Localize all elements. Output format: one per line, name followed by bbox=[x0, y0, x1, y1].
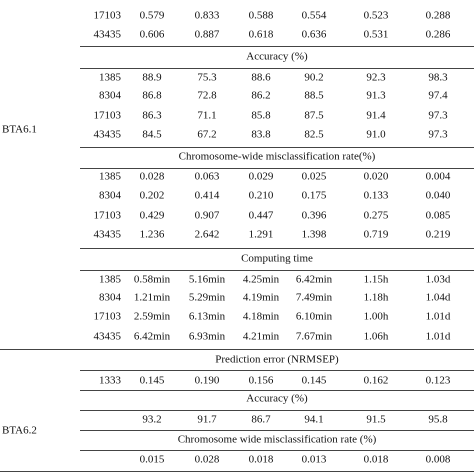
table-cell: 82.5 bbox=[304, 128, 324, 141]
table-cell: 0.606 bbox=[139, 28, 165, 41]
table-rule bbox=[0, 349, 474, 350]
row-sample-size: 43435 bbox=[93, 128, 121, 141]
table-cell: 1.18h bbox=[363, 291, 389, 304]
table-cell: 6.93min bbox=[188, 330, 226, 343]
table-cell: 1.01d bbox=[425, 310, 451, 323]
table-cell: 0.429 bbox=[139, 209, 165, 222]
table-cell: 0.618 bbox=[248, 28, 274, 41]
table-rule bbox=[0, 471, 474, 472]
table-cell: 85.8 bbox=[251, 109, 271, 122]
table-cell: 86.8 bbox=[142, 89, 162, 102]
table-cell: 0.288 bbox=[425, 9, 451, 22]
table-cell: 4.18min bbox=[242, 310, 280, 323]
table-rule bbox=[80, 430, 474, 431]
row-sample-size: 8304 bbox=[99, 291, 121, 304]
section-title: Chromosome-wide misclassification rate(%) bbox=[178, 150, 376, 163]
table-cell: 4.21min bbox=[242, 330, 280, 343]
table-cell: 0.636 bbox=[301, 28, 327, 41]
table-cell: 0.004 bbox=[425, 170, 451, 183]
table-cell: 1.291 bbox=[248, 228, 274, 241]
table-cell: 6.10min bbox=[295, 310, 333, 323]
table-cell: 0.133 bbox=[363, 189, 389, 202]
table-cell: 71.1 bbox=[197, 109, 217, 122]
row-sample-size: 17103 bbox=[93, 209, 121, 222]
table-cell: 0.028 bbox=[194, 453, 220, 466]
table-cell: 86.3 bbox=[142, 109, 162, 122]
table-cell: 2.642 bbox=[194, 228, 220, 241]
table-rule bbox=[80, 248, 474, 249]
section-title: Accuracy (%) bbox=[246, 392, 308, 405]
row-sample-size: 1385 bbox=[99, 273, 121, 286]
table-rule bbox=[80, 370, 474, 371]
section-title: Accuracy (%) bbox=[246, 50, 308, 63]
table-cell: 0.085 bbox=[425, 209, 451, 222]
table-cell: 0.588 bbox=[248, 9, 274, 22]
table-cell: 0.123 bbox=[425, 374, 451, 387]
table-cell: 7.49min bbox=[295, 291, 333, 304]
table-rule bbox=[80, 68, 474, 69]
table-cell: 6.13min bbox=[188, 310, 226, 323]
table-cell: 95.8 bbox=[428, 413, 448, 426]
table-cell: 0.531 bbox=[363, 28, 389, 41]
table-rule bbox=[80, 147, 474, 148]
table-cell: 0.018 bbox=[248, 453, 274, 466]
table-cell: 86.2 bbox=[251, 89, 271, 102]
table-rule bbox=[80, 270, 474, 271]
table-cell: 0.523 bbox=[363, 9, 389, 22]
table-cell: 0.887 bbox=[194, 28, 220, 41]
table-cell: 90.2 bbox=[304, 71, 324, 84]
row-sample-size: 43435 bbox=[93, 28, 121, 41]
table-cell: 0.018 bbox=[363, 453, 389, 466]
table-rule bbox=[80, 390, 474, 391]
table-cell: 92.3 bbox=[366, 71, 386, 84]
table-cell: 6.42min bbox=[133, 330, 171, 343]
table-rule bbox=[80, 46, 474, 47]
table-cell: 0.175 bbox=[301, 189, 327, 202]
table-cell: 97.4 bbox=[428, 89, 448, 102]
block-label-bta62: BTA6.2 bbox=[2, 424, 37, 437]
table-cell: 5.29min bbox=[188, 291, 226, 304]
table-cell: 0.020 bbox=[363, 170, 389, 183]
table-cell: 72.8 bbox=[197, 89, 217, 102]
row-sample-size: 1333 bbox=[99, 374, 121, 387]
section-title: Computing time bbox=[241, 252, 313, 265]
table-cell: 0.286 bbox=[425, 28, 451, 41]
table-cell: 0.013 bbox=[301, 453, 327, 466]
table-cell: 1.398 bbox=[301, 228, 327, 241]
table-cell: 0.040 bbox=[425, 189, 451, 202]
table-cell: 0.145 bbox=[139, 374, 165, 387]
table-cell: 97.3 bbox=[428, 109, 448, 122]
table-cell: 1.21min bbox=[133, 291, 171, 304]
table-cell: 0.210 bbox=[248, 189, 274, 202]
row-sample-size: 43435 bbox=[93, 330, 121, 343]
table-cell: 91.3 bbox=[366, 89, 386, 102]
table-cell: 0.029 bbox=[248, 170, 274, 183]
table-cell: 93.2 bbox=[142, 413, 162, 426]
table-cell: 87.5 bbox=[304, 109, 324, 122]
table-cell: 0.833 bbox=[194, 9, 220, 22]
row-sample-size: 1385 bbox=[99, 170, 121, 183]
table-cell: 1.15h bbox=[363, 273, 389, 286]
table-cell: 0.025 bbox=[301, 170, 327, 183]
table-cell: 91.7 bbox=[197, 413, 217, 426]
table-cell: 0.162 bbox=[363, 374, 389, 387]
table-cell: 4.25min bbox=[242, 273, 280, 286]
table-cell: 0.554 bbox=[301, 9, 327, 22]
row-sample-size: 43435 bbox=[93, 228, 121, 241]
table-cell: 0.008 bbox=[425, 453, 451, 466]
table-cell: 98.3 bbox=[428, 71, 448, 84]
table-cell: 0.202 bbox=[139, 189, 165, 202]
table-rule bbox=[80, 410, 474, 411]
table-cell: 91.0 bbox=[366, 128, 386, 141]
row-sample-size: 8304 bbox=[99, 89, 121, 102]
table-cell: 88.9 bbox=[142, 71, 162, 84]
table-cell: 0.015 bbox=[139, 453, 165, 466]
table-rule bbox=[80, 168, 474, 169]
section-title: Chromosome wide misclassification rate (%) bbox=[177, 433, 377, 446]
row-sample-size: 8304 bbox=[99, 189, 121, 202]
section-title: Prediction error (NRMSEP) bbox=[215, 353, 339, 366]
block-label-bta61: BTA6.1 bbox=[2, 123, 37, 136]
table-cell: 88.6 bbox=[251, 71, 271, 84]
table-cell: 97.3 bbox=[428, 128, 448, 141]
table-cell: 7.67min bbox=[295, 330, 333, 343]
table-cell: 5.16min bbox=[188, 273, 226, 286]
table-cell: 0.145 bbox=[301, 374, 327, 387]
table-cell: 0.447 bbox=[248, 209, 274, 222]
table-cell: 1.01d bbox=[425, 330, 451, 343]
row-sample-size: 1385 bbox=[99, 71, 121, 84]
table-cell: 0.190 bbox=[194, 374, 220, 387]
table-cell: 1.06h bbox=[363, 330, 389, 343]
table-cell: 91.4 bbox=[366, 109, 386, 122]
table-cell: 0.907 bbox=[194, 209, 220, 222]
table-cell: 84.5 bbox=[142, 128, 162, 141]
table-cell: 1.236 bbox=[139, 228, 165, 241]
table-cell: 0.414 bbox=[194, 189, 220, 202]
row-sample-size: 17103 bbox=[93, 9, 121, 22]
table-cell: 88.5 bbox=[304, 89, 324, 102]
table-cell: 0.063 bbox=[194, 170, 220, 183]
table-cell: 0.156 bbox=[248, 374, 274, 387]
table-cell: 0.219 bbox=[425, 228, 451, 241]
table-cell: 1.03d bbox=[425, 273, 451, 286]
table-rule bbox=[80, 450, 474, 451]
row-sample-size: 17103 bbox=[93, 310, 121, 323]
table-cell: 0.579 bbox=[139, 9, 165, 22]
table-cell: 1.04d bbox=[425, 291, 451, 304]
table-cell: 2.59min bbox=[133, 310, 171, 323]
table-cell: 0.275 bbox=[363, 209, 389, 222]
row-sample-size: 17103 bbox=[93, 109, 121, 122]
table-cell: 0.719 bbox=[363, 228, 389, 241]
table-cell: 4.19min bbox=[242, 291, 280, 304]
table-cell: 6.42min bbox=[295, 273, 333, 286]
table-cell: 94.1 bbox=[304, 413, 324, 426]
table-cell: 86.7 bbox=[251, 413, 271, 426]
table-cell: 67.2 bbox=[197, 128, 217, 141]
table-cell: 91.5 bbox=[366, 413, 386, 426]
table-cell: 1.00h bbox=[363, 310, 389, 323]
table-cell: 0.58min bbox=[133, 273, 171, 286]
table-cell: 0.028 bbox=[139, 170, 165, 183]
table-cell: 0.396 bbox=[301, 209, 327, 222]
table-cell: 83.8 bbox=[251, 128, 271, 141]
table-cell: 75.3 bbox=[197, 71, 217, 84]
